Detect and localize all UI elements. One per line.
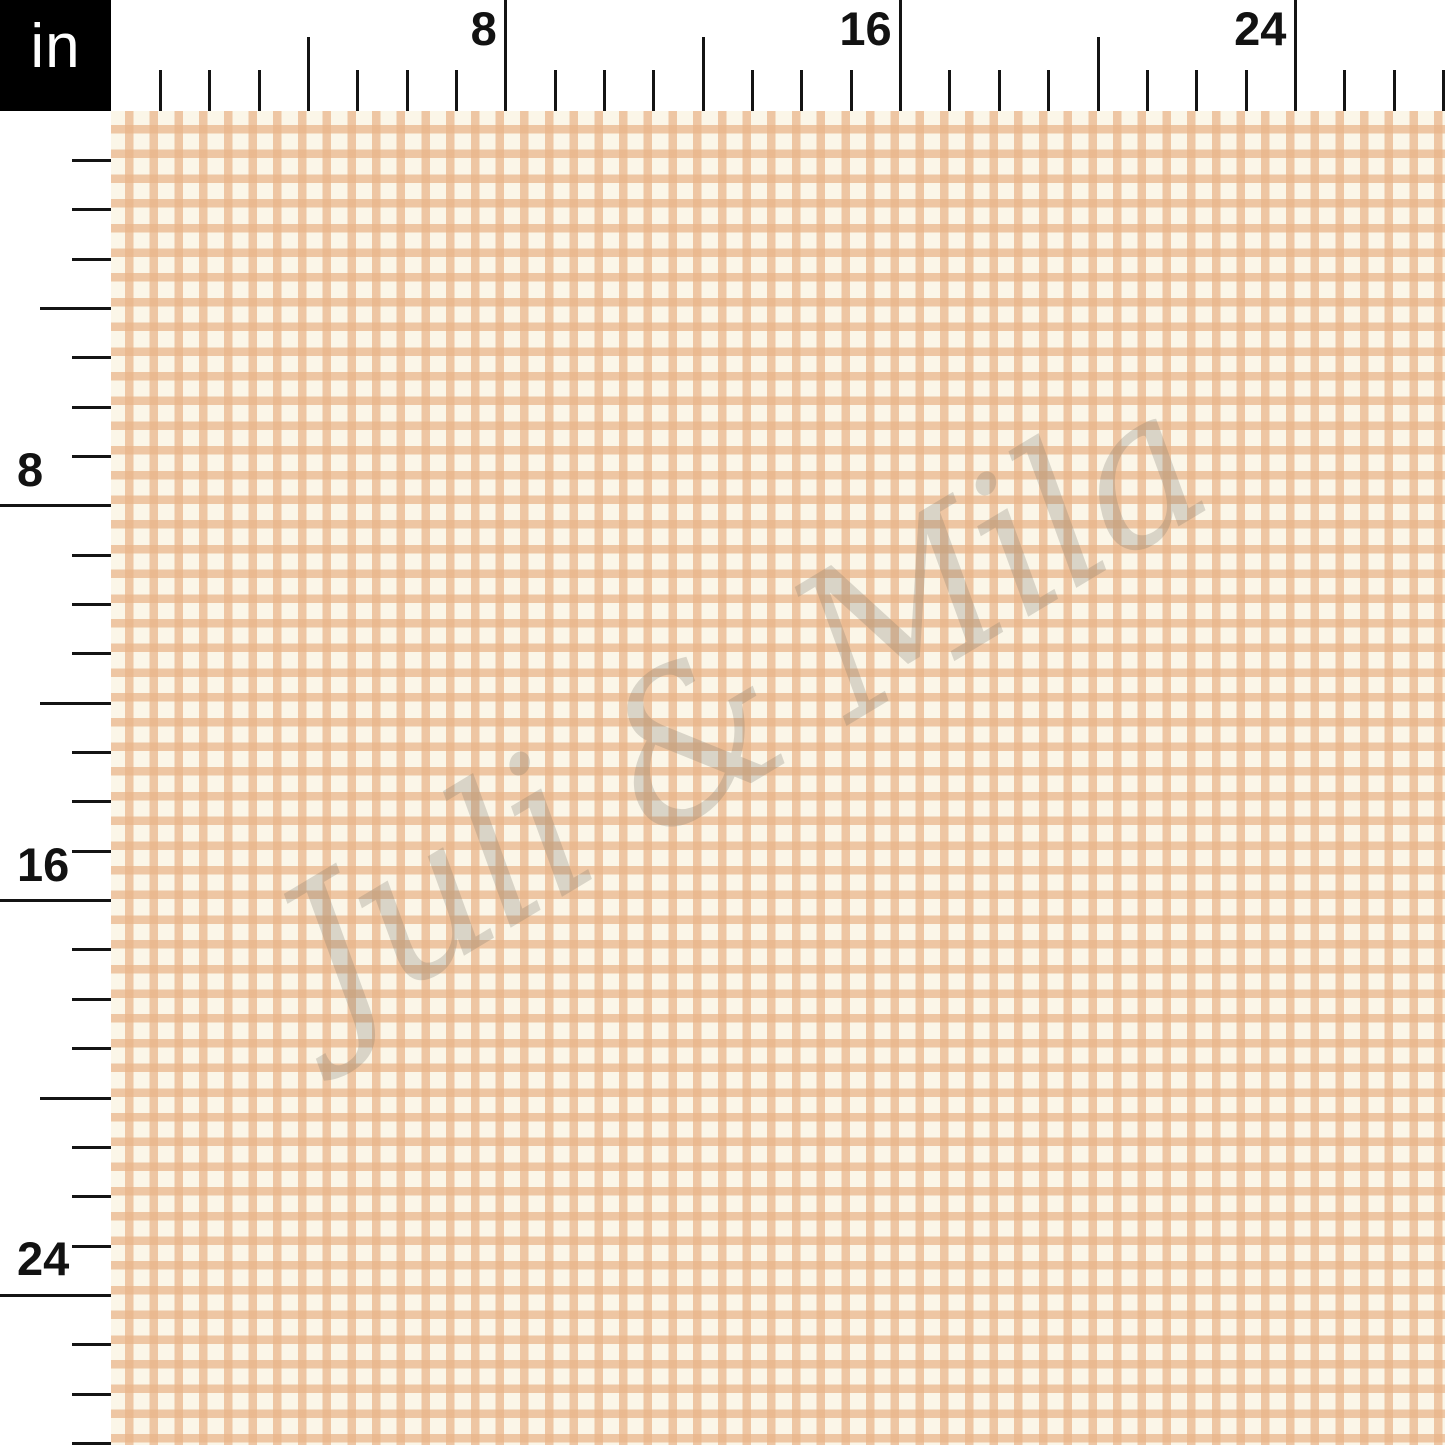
ruler-label: 24	[17, 1232, 70, 1286]
ruler-tick	[72, 159, 111, 162]
ruler-tick	[72, 1146, 111, 1149]
ruler-tick	[948, 70, 951, 111]
watermark-text: Juli & Mila	[239, 345, 1241, 1075]
ruler-label: 8	[470, 2, 497, 55]
unit-box	[0, 0, 111, 111]
ruler-tick	[1442, 70, 1445, 111]
ruler-tick	[899, 0, 902, 111]
ruler-tick	[0, 504, 111, 507]
ruler-label: 16	[17, 837, 70, 891]
ruler-tick	[72, 208, 111, 211]
ruler-tick	[72, 751, 111, 754]
ruler-tick	[1146, 70, 1149, 111]
fabric-swatch	[111, 111, 1445, 1445]
ruler-tick	[751, 70, 754, 111]
ruler-tick	[1195, 70, 1198, 111]
ruler-tick	[40, 1097, 111, 1100]
ruler-tick	[356, 70, 359, 111]
ruler-tick	[1245, 70, 1248, 111]
ruler-tick	[1343, 70, 1346, 111]
ruler-tick	[72, 455, 111, 458]
ruler-tick	[72, 652, 111, 655]
ruler-tick	[72, 1343, 111, 1346]
ruler-tick	[1047, 70, 1050, 111]
ruler-tick	[998, 70, 1001, 111]
unit-label: in	[30, 12, 81, 81]
ruler-label: 24	[1234, 2, 1287, 55]
ruler-tick	[1294, 0, 1297, 111]
ruler-label: 16	[839, 2, 892, 55]
ruler-tick	[1393, 70, 1396, 111]
ruler-tick	[307, 37, 310, 111]
ruler-tick	[72, 406, 111, 409]
ruler-tick	[72, 603, 111, 606]
ruler-vertical	[0, 111, 111, 1445]
ruler-tick	[603, 70, 606, 111]
ruler-tick	[72, 258, 111, 261]
ruler-tick	[0, 899, 111, 902]
ruler-tick	[800, 70, 803, 111]
ruler-tick	[702, 37, 705, 111]
ruler-tick	[40, 307, 111, 310]
ruler-tick	[850, 70, 853, 111]
ruler-tick	[0, 1294, 111, 1297]
ruler-tick	[554, 70, 557, 111]
ruler-tick	[72, 1393, 111, 1396]
ruler-horizontal	[111, 0, 1445, 111]
ruler-tick	[72, 998, 111, 1001]
ruler-tick	[1097, 37, 1100, 111]
ruler-tick	[72, 1047, 111, 1050]
ruler-tick	[40, 702, 111, 705]
ruler-tick	[72, 1442, 111, 1445]
ruler-tick	[72, 800, 111, 803]
ruler-tick	[72, 1245, 111, 1248]
ruler-tick	[72, 850, 111, 853]
ruler-tick	[208, 70, 211, 111]
ruler-tick	[258, 70, 261, 111]
ruler-tick	[72, 356, 111, 359]
ruler-tick	[72, 948, 111, 951]
ruler-tick	[72, 1195, 111, 1198]
ruler-tick	[455, 70, 458, 111]
ruler-tick	[406, 70, 409, 111]
ruler-tick	[504, 0, 507, 111]
ruler-tick	[652, 70, 655, 111]
ruler-tick	[72, 554, 111, 557]
ruler-tick	[159, 70, 162, 111]
ruler-label: 8	[17, 442, 44, 496]
